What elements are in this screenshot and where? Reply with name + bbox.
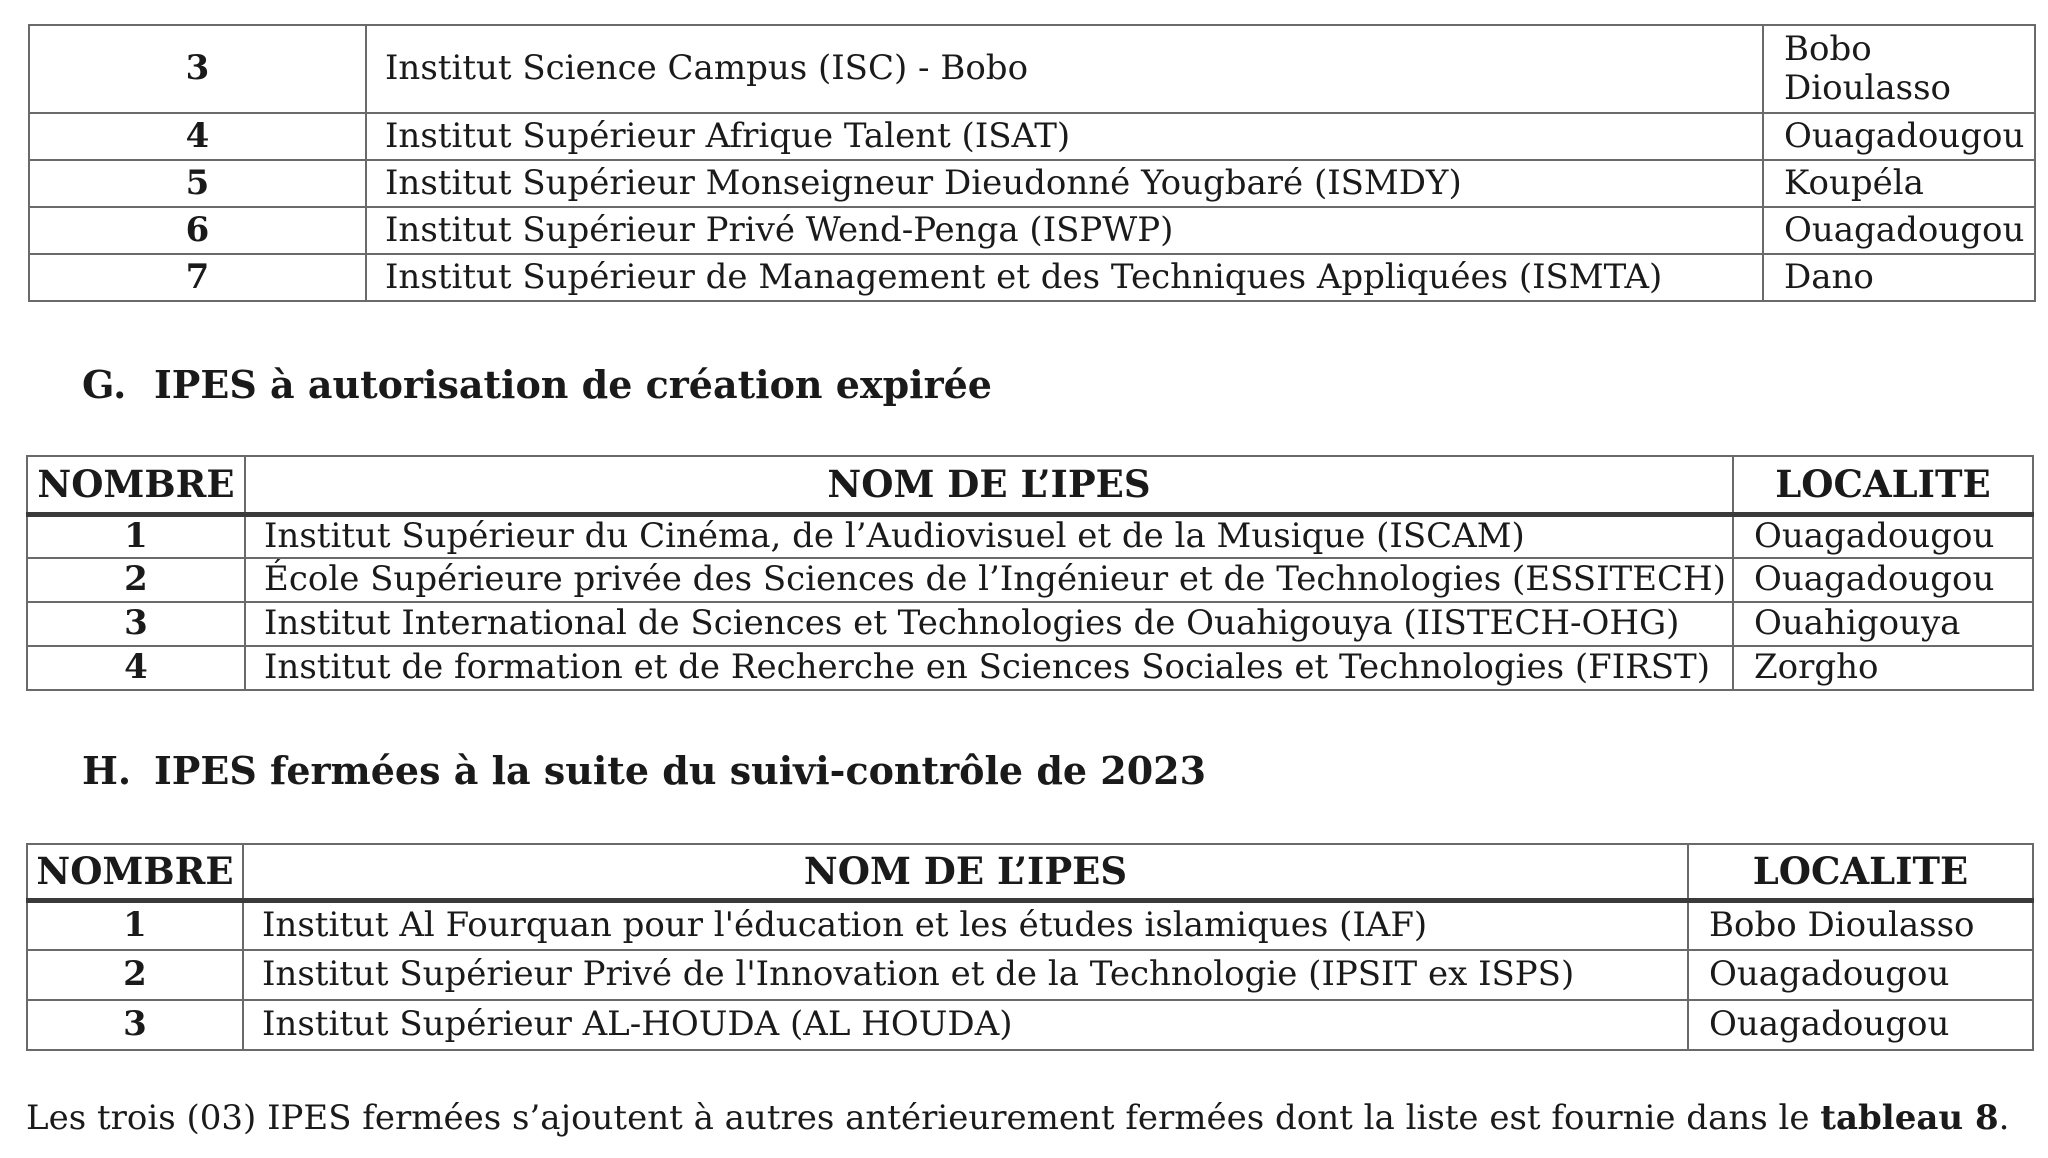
- table-row: [29, 254, 2035, 301]
- table-reference: tableau 8: [1820, 1098, 1999, 1138]
- table-row: [27, 950, 2033, 1000]
- row-number: 4: [27, 646, 245, 690]
- ipes-locality: Koupéla: [1763, 160, 2035, 207]
- ipes-name: Institut Supérieur Afrique Talent (ISAT): [366, 113, 1763, 160]
- table-row: [27, 1000, 2033, 1050]
- ipes-locality: Zorgho: [1733, 646, 2033, 690]
- table-row: [29, 25, 2035, 113]
- column-header-number: NOMBRE: [27, 456, 245, 514]
- ipes-locality: Ouagadougou: [1733, 514, 2033, 558]
- ipes-name: Institut Supérieur Monseigneur Dieudonné Yougbaré (ISMDY): [366, 160, 1763, 207]
- ipes-name: École Supérieure privée des Sciences de l’Ingénieur et de Technologies (ESSITECH): [245, 558, 1733, 602]
- row-number: 3: [27, 1000, 243, 1050]
- ipes-locality: Dano: [1763, 254, 2035, 301]
- table-row: [29, 207, 2035, 254]
- table-row: [27, 514, 2033, 558]
- column-header-name: NOM DE L’IPES: [243, 844, 1688, 900]
- ipes-name: Institut Supérieur AL-HOUDA (AL HOUDA): [243, 1000, 1688, 1050]
- ipes-locality: Bobo Dioulasso: [1763, 25, 2035, 113]
- ipes-locality: Ouagadougou: [1688, 1000, 2033, 1050]
- ipes-locality: Ouahigouya: [1733, 602, 2033, 646]
- row-number: 2: [27, 558, 245, 602]
- ipes-name: Institut International de Sciences et Technologies de Ouahigouya (IISTECH-OHG): [245, 602, 1733, 646]
- ipes-locality: Bobo Dioulasso: [1688, 900, 2033, 950]
- row-number: 6: [29, 207, 366, 254]
- section-h-heading: [82, 748, 1206, 793]
- row-number: 2: [27, 950, 243, 1000]
- row-number: 4: [29, 113, 366, 160]
- ipes-name: Institut Science Campus (ISC) - Bobo: [366, 25, 1763, 113]
- ipes-locality: Ouagadougou: [1688, 950, 2033, 1000]
- column-header-locality: LOCALITE: [1688, 844, 2033, 900]
- row-number: 3: [29, 25, 366, 113]
- section-title: IPES à autorisation de création expirée: [154, 362, 992, 407]
- section-letter: H.: [82, 748, 132, 793]
- footer-note: [26, 1098, 2009, 1138]
- ipes-locality: Ouagadougou: [1763, 207, 2035, 254]
- ipes-name: Institut Supérieur du Cinéma, de l’Audiovisuel et de la Musique (ISCAM): [245, 514, 1733, 558]
- table-row: [27, 646, 2033, 690]
- column-header-number: NOMBRE: [27, 844, 243, 900]
- row-number: 3: [27, 602, 245, 646]
- table-row: [27, 900, 2033, 950]
- column-header-locality: LOCALITE: [1733, 456, 2033, 514]
- table-row: [27, 602, 2033, 646]
- ipes-locality: Ouagadougou: [1763, 113, 2035, 160]
- footer-note-end: .: [1998, 1098, 2010, 1138]
- table-row: [27, 558, 2033, 602]
- row-number: 5: [29, 160, 366, 207]
- row-number: 7: [29, 254, 366, 301]
- section-g-heading: [82, 362, 992, 407]
- ipes-locality: Ouagadougou: [1733, 558, 2033, 602]
- table-row: [29, 160, 2035, 207]
- table-row: [29, 113, 2035, 160]
- row-number: 1: [27, 514, 245, 558]
- ipes-name: Institut de formation et de Recherche en Sciences Sociales et Technologies (FIRST): [245, 646, 1733, 690]
- table-g: [26, 455, 2034, 691]
- table-f-continued: [28, 24, 2036, 302]
- ipes-name: Institut Supérieur Privé de l'Innovation et de la Technologie (IPSIT ex ISPS): [243, 950, 1688, 1000]
- table-h: [26, 843, 2034, 1051]
- table-header-row: [27, 844, 2033, 900]
- ipes-name: Institut Supérieur Privé Wend-Penga (ISPWP): [366, 207, 1763, 254]
- section-title: IPES fermées à la suite du suivi-contrôle de 2023: [154, 748, 1207, 793]
- row-number: 1: [27, 900, 243, 950]
- section-letter: G.: [82, 362, 127, 407]
- footer-note-text: Les trois (03) IPES fermées s’ajoutent à autres antérieurement fermées dont la liste est fournie dans le: [26, 1098, 1821, 1138]
- ipes-name: Institut Supérieur de Management et des Techniques Appliquées (ISMTA): [366, 254, 1763, 301]
- column-header-name: NOM DE L’IPES: [245, 456, 1733, 514]
- ipes-name: Institut Al Fourquan pour l'éducation et les études islamiques (IAF): [243, 900, 1688, 950]
- table-header-row: [27, 456, 2033, 514]
